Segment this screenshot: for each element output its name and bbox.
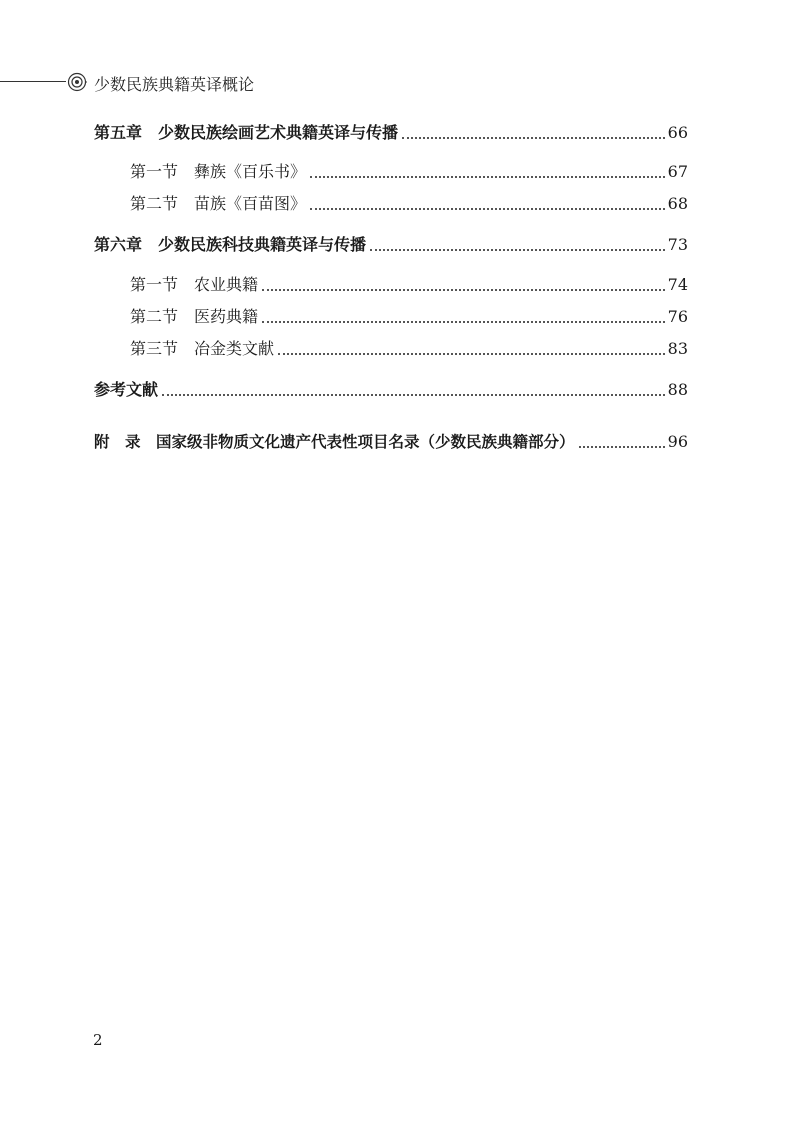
toc-entry[interactable] <box>94 377 688 401</box>
leader-dots <box>310 208 665 210</box>
leader-dots <box>262 289 665 291</box>
toc-entry-label: 第一节 农业典籍 <box>130 275 259 294</box>
toc-entry[interactable] <box>130 336 688 360</box>
leader-dots <box>262 321 665 323</box>
toc-entry[interactable] <box>94 232 688 256</box>
header-rule <box>0 81 66 82</box>
toc-page-number: 67 <box>667 162 688 181</box>
toc-entry[interactable] <box>130 159 688 183</box>
toc-page-number: 74 <box>667 275 688 294</box>
toc-entry[interactable] <box>94 429 688 453</box>
toc-entry-label: 第六章 少数民族科技典籍英译与传播 <box>94 235 367 254</box>
leader-dots <box>278 353 665 355</box>
toc-page-number: 83 <box>667 339 688 358</box>
leader-dots <box>370 249 665 251</box>
leader-dots <box>310 176 665 178</box>
toc-entry-label: 第一节 彝族《百乐书》 <box>130 162 307 181</box>
toc-entry-label: 第五章 少数民族绘画艺术典籍英译与传播 <box>94 123 399 142</box>
toc-entry-label: 参考文献 <box>94 380 159 399</box>
toc-entry-label: 附 录 国家级非物质文化遗产代表性项目名录（少数民族典籍部分） <box>94 433 575 451</box>
toc-entry[interactable] <box>130 272 688 296</box>
leader-dots <box>579 446 665 448</box>
page-number: 2 <box>93 1031 103 1049</box>
book-title: 少数民族典籍英译概论 <box>94 75 255 94</box>
toc-entry[interactable] <box>130 191 688 215</box>
leader-dots <box>402 137 665 139</box>
toc-page-number: 68 <box>667 194 688 213</box>
running-header <box>0 70 799 100</box>
toc-entry[interactable] <box>94 120 688 144</box>
toc-entry-label: 第二节 苗族《百苗图》 <box>130 194 307 213</box>
toc-page-number: 66 <box>667 123 688 142</box>
toc-page-number: 88 <box>667 380 688 399</box>
toc-entry-label: 第二节 医药典籍 <box>130 307 259 326</box>
toc-page-number: 96 <box>667 432 688 451</box>
leader-dots <box>162 394 665 396</box>
toc-page-number: 76 <box>667 307 688 326</box>
toc-entry-label: 第三节 冶金类文献 <box>130 339 275 358</box>
target-circle-icon <box>67 72 87 92</box>
toc-page-number: 73 <box>667 235 688 254</box>
toc-entry[interactable] <box>130 304 688 328</box>
